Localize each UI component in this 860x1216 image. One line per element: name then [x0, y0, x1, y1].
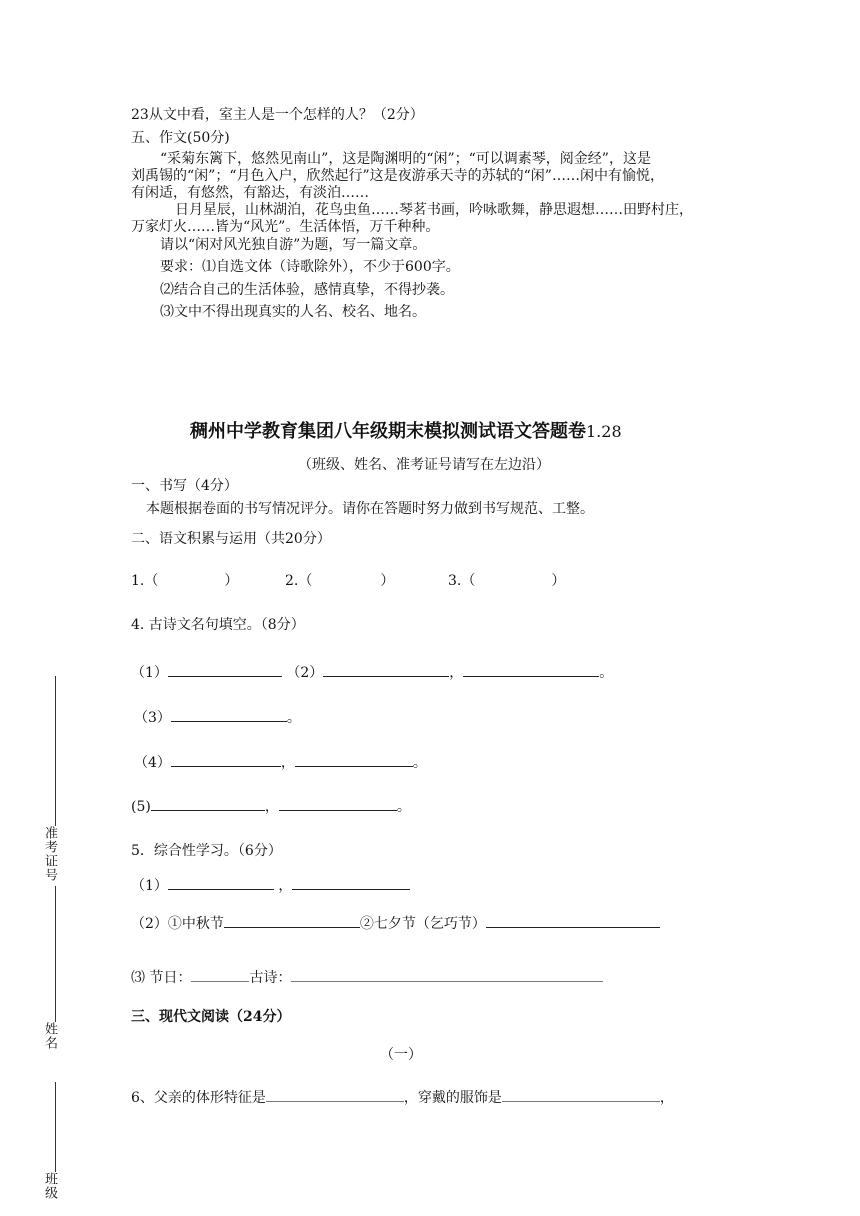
q4-2-blank-a[interactable]: [323, 662, 449, 677]
q4-1-blank[interactable]: [168, 662, 282, 677]
q6-end: ，: [659, 1090, 674, 1106]
q2-close: ）: [380, 573, 395, 589]
q6-prefix: 6、父亲的体形特征是: [131, 1090, 266, 1106]
q4-row-3: [134, 707, 301, 728]
q4-4-blank-b[interactable]: [295, 752, 413, 767]
name-label: 姓名: [42, 1022, 57, 1050]
q4-5-comma: ，: [264, 799, 279, 815]
answer-sheet-subtitle: （班级、姓名、准考证号请写在左边沿）: [298, 457, 550, 473]
essay-p1-line2: 刘禹锡的“闲”；“月色入户，欣然起行”这是夜游承天寺的苏轼的“闲”……闲中有愉悦，: [131, 168, 664, 184]
q5-2-blank-a[interactable]: [224, 913, 360, 928]
q2-open: 2.（: [285, 573, 313, 589]
q4-2-label: （2）: [286, 665, 324, 681]
answer-sheet-title-text: 稠州中学教育集团八年级期末模拟测试语文答题卷: [190, 421, 586, 442]
answer-q1: [131, 572, 238, 591]
q4-4-comma: ，: [280, 755, 295, 771]
q4-5-label: (5): [131, 799, 151, 815]
q4-2-blank-b[interactable]: [463, 662, 599, 677]
question-23: 23从文中看，室主人是一个怎样的人？（2分）: [131, 107, 424, 123]
exam-id-line[interactable]: [55, 676, 56, 826]
section-1-text: 本题根据卷面的书写情况评分。请你在答题时努力做到书写规范、工整。: [146, 501, 594, 517]
q3-open: 3.（: [448, 573, 476, 589]
q4-5-blank-a[interactable]: [151, 796, 265, 811]
q4-3-blank[interactable]: [171, 707, 287, 722]
q5-1-label: （1）: [131, 878, 168, 894]
section-3-heading: 三、现代文阅读（24分）: [131, 1009, 291, 1025]
answer-q3: [448, 572, 565, 591]
q4-heading: 4. 古诗文名句填空。（8分）: [131, 617, 305, 633]
q3-close: ）: [551, 573, 566, 589]
q5-1-comma: ，: [278, 878, 293, 894]
q4-5-period: 。: [396, 799, 411, 815]
essay-p2-line1: 日月星辰，山林湖泊，花鸟虫鱼……琴茗书画，吟咏歌舞，静思遐想……田野村庄，: [175, 202, 693, 218]
q5-row-2: [131, 913, 660, 934]
q4-2-comma: ，: [449, 665, 464, 681]
q5-row-1: [131, 875, 410, 896]
q5-1-blank-b[interactable]: [292, 875, 410, 890]
q5-3-mid: 古诗：: [249, 970, 292, 986]
q1-close: ）: [224, 573, 239, 589]
essay-req-1: 要求：⑴自选文体（诗歌除外），不少于600字。: [160, 259, 460, 275]
part-1-label: （一）: [380, 1047, 422, 1063]
answer-sheet-title-date: 1.28: [586, 422, 622, 441]
essay-p1-line1: “采菊东篱下，悠然见南山”，这是陶渊明的“闲”；“可以调素琴，阅金经”，这是: [160, 151, 651, 167]
q1-open: 1.（: [131, 573, 159, 589]
q4-3-label: （3）: [134, 710, 171, 726]
q5-2-blank-b[interactable]: [486, 913, 660, 928]
answer-sheet-title: [190, 420, 622, 444]
q4-row-5: [131, 796, 411, 817]
q4-row-4: [134, 752, 427, 773]
q5-heading: 5．综合性学习。（6分）: [131, 843, 282, 859]
q6-row: [131, 1087, 674, 1108]
q4-row-1: [131, 662, 613, 683]
section-2-heading: 二、语文积累与运用（共20分）: [131, 531, 331, 547]
q4-4-period: 。: [412, 755, 427, 771]
q5-3-prefix: ⑶ 节日：: [131, 970, 192, 986]
section-1-heading: 一、书写（4分）: [131, 478, 238, 494]
q4-2-period: 。: [599, 665, 614, 681]
q5-row-3: [131, 967, 603, 988]
class-label: 班级: [42, 1172, 57, 1200]
essay-req-2: ⑵结合自己的生活体验，感情真挚，不得抄袭。: [160, 282, 454, 298]
essay-p2-line2: 万家灯火……皆为“风光”。生活体悟，万千种种。: [131, 219, 440, 235]
essay-prompt: 请以“闲对风光独自游”为题，写一篇文章。: [160, 237, 427, 253]
q5-2-prefix: （2）①中秋节: [131, 916, 224, 932]
q4-5-blank-b[interactable]: [279, 796, 397, 811]
q6-blank-b[interactable]: [502, 1087, 660, 1102]
q4-4-blank-a[interactable]: [171, 752, 281, 767]
essay-heading: 五、作文(50分): [131, 130, 230, 146]
q4-3-period: 。: [286, 710, 301, 726]
exam-id-label: 准考证号: [42, 826, 57, 882]
essay-p1-line3: 有闲适，有悠然，有豁达，有淡泊……: [131, 185, 369, 201]
q4-1-label: （1）: [131, 665, 168, 681]
q5-2-mid: ②七夕节（乞巧节）: [359, 916, 486, 932]
name-line[interactable]: [55, 886, 56, 1022]
q6-mid: ，穿戴的服饰是: [403, 1090, 502, 1106]
q5-3-blank-a[interactable]: [191, 967, 249, 982]
q4-4-label: （4）: [134, 755, 171, 771]
class-line[interactable]: [55, 1082, 56, 1172]
q6-blank-a[interactable]: [266, 1087, 404, 1102]
answer-q2: [285, 572, 394, 591]
essay-req-3: ⑶文中不得出现真实的人名、校名、地名。: [160, 304, 426, 320]
q5-3-blank-b[interactable]: [291, 967, 603, 982]
q5-1-blank-a[interactable]: [168, 875, 274, 890]
